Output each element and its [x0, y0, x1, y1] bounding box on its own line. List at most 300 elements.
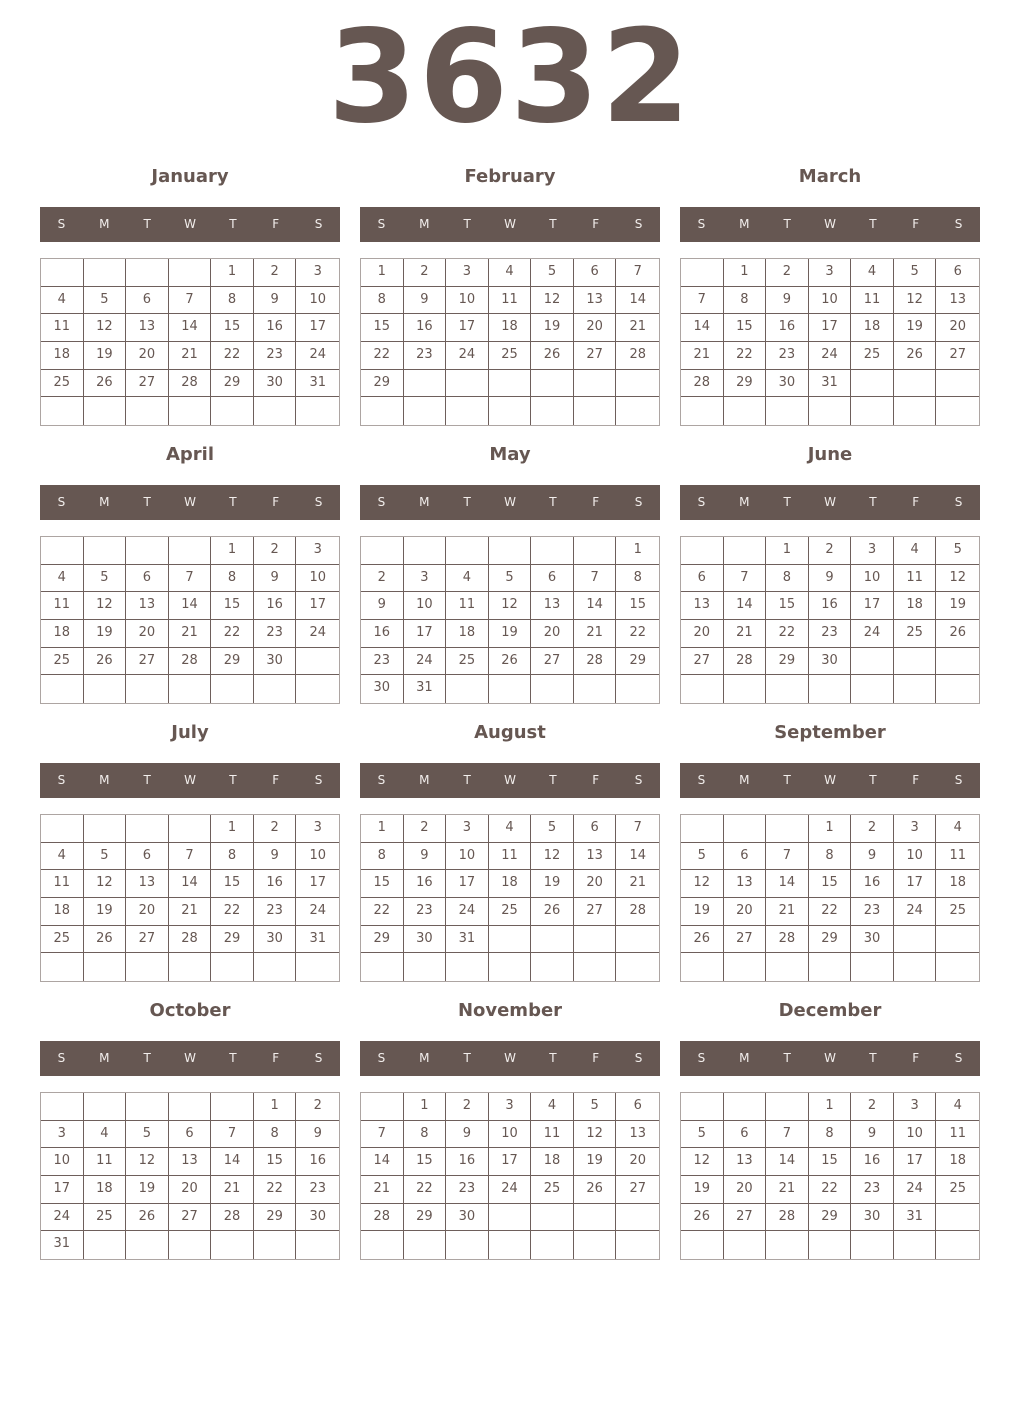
day-cell: 15 — [211, 870, 254, 898]
weekday-label: T — [549, 773, 557, 787]
month-title: October — [149, 1000, 231, 1021]
day-cell — [446, 1231, 489, 1259]
day-grid — [40, 814, 340, 982]
day-cell: 3 — [41, 1121, 84, 1149]
day-cell: 6 — [936, 259, 979, 287]
day-cell: 20 — [574, 870, 617, 898]
day-cell: 14 — [574, 592, 617, 620]
day-cell — [489, 953, 532, 981]
day-cell — [936, 953, 979, 981]
day-cell: 27 — [616, 1176, 659, 1204]
day-cell — [489, 1231, 532, 1259]
weekday-label: S — [57, 217, 66, 231]
day-cell — [894, 370, 937, 398]
weekday-label: M — [739, 1051, 750, 1065]
day-cell — [851, 953, 894, 981]
weekday-label: W — [824, 1051, 836, 1065]
day-cell — [681, 1093, 724, 1121]
weekday-label: F — [592, 773, 600, 787]
weekday-label: F — [592, 495, 600, 509]
day-cell: 17 — [851, 592, 894, 620]
day-cell: 19 — [531, 870, 574, 898]
day-cell: 1 — [254, 1093, 297, 1121]
month-title: February — [464, 166, 556, 187]
day-cell — [211, 953, 254, 981]
day-cell: 13 — [126, 592, 169, 620]
day-cell: 9 — [446, 1121, 489, 1149]
day-cell — [169, 1231, 212, 1259]
day-cell: 5 — [936, 537, 979, 565]
weekday-label: S — [697, 1051, 706, 1065]
day-cell — [766, 397, 809, 425]
weekday-header — [40, 763, 340, 798]
weekday-label: W — [184, 495, 196, 509]
weekday-header — [680, 207, 980, 242]
weekday-label: S — [314, 773, 323, 787]
day-cell — [254, 953, 297, 981]
day-grid — [360, 1092, 660, 1260]
day-cell: 25 — [531, 1176, 574, 1204]
weekday-label: S — [697, 773, 706, 787]
day-cell: 3 — [851, 537, 894, 565]
day-cell — [404, 537, 447, 565]
day-cell: 6 — [724, 1121, 767, 1149]
day-cell: 14 — [169, 592, 212, 620]
day-cell: 7 — [574, 565, 617, 593]
day-cell: 30 — [254, 370, 297, 398]
weekday-label: M — [99, 773, 110, 787]
day-cell: 4 — [41, 843, 84, 871]
day-cell — [169, 953, 212, 981]
day-cell: 1 — [361, 259, 404, 287]
day-cell: 5 — [126, 1121, 169, 1149]
weekday-label: T — [229, 495, 237, 509]
day-cell: 1 — [724, 259, 767, 287]
day-cell: 29 — [404, 1204, 447, 1232]
day-grid — [680, 536, 980, 704]
day-cell — [41, 537, 84, 565]
weekday-label: S — [954, 217, 963, 231]
day-cell: 5 — [681, 1121, 724, 1149]
day-cell: 18 — [936, 1148, 979, 1176]
weekday-header — [40, 1041, 340, 1076]
day-cell: 23 — [361, 648, 404, 676]
day-grid — [360, 536, 660, 704]
day-cell: 23 — [851, 898, 894, 926]
day-cell: 13 — [574, 843, 617, 871]
day-cell — [724, 397, 767, 425]
day-cell: 25 — [851, 342, 894, 370]
day-cell: 30 — [851, 926, 894, 954]
day-cell: 24 — [894, 898, 937, 926]
weekday-header — [680, 1041, 980, 1076]
day-cell: 2 — [404, 259, 447, 287]
weekday-label: T — [229, 1051, 237, 1065]
day-cell: 26 — [681, 1204, 724, 1232]
day-cell — [574, 953, 617, 981]
day-cell: 19 — [84, 342, 127, 370]
weekday-label: S — [954, 495, 963, 509]
day-cell: 4 — [894, 537, 937, 565]
day-cell: 22 — [254, 1176, 297, 1204]
weekday-label: M — [419, 1051, 430, 1065]
day-cell: 5 — [531, 815, 574, 843]
day-cell — [169, 675, 212, 703]
day-cell: 10 — [296, 843, 339, 871]
day-cell — [724, 1231, 767, 1259]
day-cell — [169, 259, 212, 287]
day-cell: 14 — [766, 870, 809, 898]
day-cell: 17 — [296, 870, 339, 898]
day-cell: 16 — [404, 314, 447, 342]
day-cell: 15 — [211, 314, 254, 342]
day-cell — [169, 537, 212, 565]
month-title: March — [798, 166, 862, 187]
day-cell — [41, 953, 84, 981]
weekday-label: S — [377, 773, 386, 787]
day-cell: 7 — [169, 843, 212, 871]
day-cell: 16 — [254, 870, 297, 898]
day-cell — [489, 1204, 532, 1232]
weekday-label: W — [504, 773, 516, 787]
weekday-label: M — [419, 495, 430, 509]
day-cell: 24 — [404, 648, 447, 676]
day-cell: 20 — [936, 314, 979, 342]
day-cell: 2 — [404, 815, 447, 843]
day-cell: 13 — [574, 287, 617, 315]
day-cell: 22 — [809, 1176, 852, 1204]
day-cell: 3 — [809, 259, 852, 287]
day-cell: 19 — [531, 314, 574, 342]
weekday-label: T — [143, 495, 151, 509]
month-title: December — [778, 1000, 882, 1021]
day-cell: 11 — [489, 843, 532, 871]
month-title: November — [457, 1000, 563, 1021]
day-cell: 4 — [489, 815, 532, 843]
day-cell: 7 — [361, 1121, 404, 1149]
day-cell: 26 — [489, 648, 532, 676]
day-cell: 22 — [211, 620, 254, 648]
day-cell — [574, 1231, 617, 1259]
day-cell — [574, 397, 617, 425]
day-cell: 5 — [489, 565, 532, 593]
day-cell: 20 — [126, 898, 169, 926]
day-cell: 24 — [296, 342, 339, 370]
day-cell — [169, 397, 212, 425]
day-cell — [404, 397, 447, 425]
weekday-label: F — [592, 217, 600, 231]
day-cell: 1 — [211, 259, 254, 287]
day-cell: 27 — [574, 898, 617, 926]
day-cell: 21 — [766, 898, 809, 926]
day-cell — [41, 675, 84, 703]
day-cell — [894, 953, 937, 981]
day-cell: 22 — [404, 1176, 447, 1204]
day-cell — [84, 397, 127, 425]
day-cell: 12 — [489, 592, 532, 620]
day-cell: 25 — [446, 648, 489, 676]
day-cell — [681, 537, 724, 565]
day-cell — [296, 648, 339, 676]
day-cell: 3 — [296, 537, 339, 565]
day-cell: 3 — [404, 565, 447, 593]
day-cell: 20 — [574, 314, 617, 342]
weekday-label: W — [824, 495, 836, 509]
day-cell: 11 — [446, 592, 489, 620]
day-cell — [126, 537, 169, 565]
day-cell: 12 — [84, 314, 127, 342]
day-cell — [361, 1231, 404, 1259]
day-cell: 21 — [169, 342, 212, 370]
weekday-label: T — [143, 773, 151, 787]
day-cell: 17 — [296, 314, 339, 342]
day-cell — [169, 815, 212, 843]
day-cell — [681, 675, 724, 703]
weekday-label: T — [229, 217, 237, 231]
day-cell — [894, 926, 937, 954]
day-cell: 20 — [724, 898, 767, 926]
day-cell — [616, 675, 659, 703]
weekday-header — [40, 485, 340, 520]
day-cell: 14 — [616, 287, 659, 315]
day-cell: 29 — [254, 1204, 297, 1232]
day-cell — [616, 926, 659, 954]
day-cell: 7 — [169, 565, 212, 593]
day-cell: 6 — [574, 259, 617, 287]
day-cell: 13 — [681, 592, 724, 620]
day-cell — [681, 953, 724, 981]
day-cell: 19 — [84, 898, 127, 926]
day-cell: 8 — [766, 565, 809, 593]
day-cell — [361, 537, 404, 565]
day-cell: 25 — [41, 926, 84, 954]
day-cell — [574, 1204, 617, 1232]
day-grid — [40, 536, 340, 704]
weekday-label: F — [272, 1051, 280, 1065]
day-cell: 21 — [361, 1176, 404, 1204]
day-cell: 3 — [296, 259, 339, 287]
day-cell: 1 — [809, 815, 852, 843]
day-cell — [489, 675, 532, 703]
day-cell: 4 — [936, 815, 979, 843]
weekday-label: S — [377, 1051, 386, 1065]
day-cell: 30 — [446, 1204, 489, 1232]
day-cell: 23 — [254, 342, 297, 370]
day-cell: 14 — [616, 843, 659, 871]
day-cell: 26 — [84, 370, 127, 398]
day-cell: 28 — [574, 648, 617, 676]
day-cell: 14 — [169, 870, 212, 898]
day-cell: 23 — [404, 898, 447, 926]
day-cell: 8 — [809, 1121, 852, 1149]
weekday-label: M — [419, 217, 430, 231]
day-cell — [126, 259, 169, 287]
day-cell: 24 — [41, 1204, 84, 1232]
weekday-label: F — [912, 773, 920, 787]
day-cell — [211, 1093, 254, 1121]
weekday-label: W — [504, 217, 516, 231]
day-cell: 17 — [296, 592, 339, 620]
day-cell — [616, 370, 659, 398]
day-cell: 11 — [851, 287, 894, 315]
day-cell: 15 — [361, 314, 404, 342]
day-cell: 29 — [766, 648, 809, 676]
day-cell: 3 — [446, 815, 489, 843]
day-cell: 29 — [211, 648, 254, 676]
weekday-label: T — [463, 495, 471, 509]
day-cell: 8 — [724, 287, 767, 315]
day-cell — [41, 259, 84, 287]
day-cell: 28 — [766, 926, 809, 954]
day-cell: 26 — [894, 342, 937, 370]
day-cell: 9 — [766, 287, 809, 315]
day-cell — [489, 537, 532, 565]
weekday-label: W — [184, 773, 196, 787]
day-cell — [681, 1231, 724, 1259]
day-cell: 26 — [84, 648, 127, 676]
day-cell: 14 — [211, 1148, 254, 1176]
day-cell — [531, 953, 574, 981]
day-cell: 6 — [574, 815, 617, 843]
day-cell — [766, 675, 809, 703]
weekday-label: S — [57, 773, 66, 787]
day-cell — [446, 953, 489, 981]
day-cell: 2 — [851, 1093, 894, 1121]
day-cell: 10 — [489, 1121, 532, 1149]
weekday-header — [360, 1041, 660, 1076]
day-cell: 13 — [616, 1121, 659, 1149]
day-cell: 7 — [211, 1121, 254, 1149]
day-cell: 19 — [681, 898, 724, 926]
day-cell: 21 — [616, 314, 659, 342]
day-cell — [41, 1093, 84, 1121]
day-cell — [936, 926, 979, 954]
day-cell: 2 — [766, 259, 809, 287]
day-cell — [851, 675, 894, 703]
day-cell: 13 — [724, 1148, 767, 1176]
weekday-label: F — [912, 217, 920, 231]
day-cell — [126, 1231, 169, 1259]
day-cell: 29 — [809, 926, 852, 954]
weekday-label: M — [739, 773, 750, 787]
day-cell: 2 — [254, 537, 297, 565]
day-cell: 15 — [724, 314, 767, 342]
day-cell: 21 — [574, 620, 617, 648]
day-cell: 11 — [489, 287, 532, 315]
day-cell — [361, 953, 404, 981]
weekday-label: M — [419, 773, 430, 787]
day-cell: 12 — [126, 1148, 169, 1176]
day-cell — [809, 675, 852, 703]
day-cell: 17 — [446, 870, 489, 898]
day-cell — [574, 675, 617, 703]
day-cell: 10 — [851, 565, 894, 593]
month-title: August — [474, 722, 546, 743]
day-cell — [254, 397, 297, 425]
day-cell: 3 — [446, 259, 489, 287]
year-title: 3632 — [327, 3, 693, 152]
day-cell: 10 — [296, 565, 339, 593]
day-cell: 29 — [211, 370, 254, 398]
weekday-label: S — [634, 1051, 643, 1065]
weekday-label: W — [824, 217, 836, 231]
day-cell: 26 — [681, 926, 724, 954]
day-cell — [724, 675, 767, 703]
day-cell — [809, 953, 852, 981]
day-cell: 29 — [361, 370, 404, 398]
day-cell: 18 — [41, 620, 84, 648]
day-cell: 10 — [296, 287, 339, 315]
day-cell — [936, 1231, 979, 1259]
day-cell: 18 — [531, 1148, 574, 1176]
day-cell: 10 — [404, 592, 447, 620]
weekday-label: M — [739, 495, 750, 509]
day-cell: 17 — [446, 314, 489, 342]
month-title: June — [807, 444, 853, 465]
day-cell: 7 — [766, 1121, 809, 1149]
day-cell — [84, 675, 127, 703]
day-cell: 18 — [489, 314, 532, 342]
day-cell: 4 — [531, 1093, 574, 1121]
day-cell: 13 — [531, 592, 574, 620]
day-cell: 27 — [126, 370, 169, 398]
day-cell: 19 — [84, 620, 127, 648]
weekday-label: S — [954, 773, 963, 787]
day-cell: 9 — [404, 287, 447, 315]
day-cell: 19 — [126, 1176, 169, 1204]
day-cell: 15 — [809, 1148, 852, 1176]
day-cell: 26 — [936, 620, 979, 648]
day-cell: 4 — [851, 259, 894, 287]
day-cell: 10 — [894, 843, 937, 871]
day-cell: 1 — [211, 815, 254, 843]
day-cell: 2 — [851, 815, 894, 843]
day-cell: 31 — [296, 370, 339, 398]
day-cell — [851, 397, 894, 425]
day-cell — [126, 815, 169, 843]
day-cell: 3 — [489, 1093, 532, 1121]
day-cell: 2 — [361, 565, 404, 593]
day-cell — [41, 815, 84, 843]
day-cell — [296, 675, 339, 703]
day-cell: 8 — [211, 287, 254, 315]
day-cell — [531, 397, 574, 425]
day-cell: 11 — [936, 843, 979, 871]
day-cell: 22 — [361, 342, 404, 370]
day-cell — [531, 1231, 574, 1259]
day-cell — [681, 397, 724, 425]
weekday-header — [680, 485, 980, 520]
weekday-label: T — [869, 773, 877, 787]
weekday-header — [360, 763, 660, 798]
day-cell: 17 — [489, 1148, 532, 1176]
weekday-label: T — [869, 1051, 877, 1065]
day-cell: 6 — [126, 287, 169, 315]
weekday-label: S — [697, 217, 706, 231]
day-cell: 4 — [41, 565, 84, 593]
day-cell: 27 — [681, 648, 724, 676]
day-cell: 26 — [126, 1204, 169, 1232]
day-cell: 27 — [169, 1204, 212, 1232]
day-cell: 16 — [809, 592, 852, 620]
day-cell: 16 — [446, 1148, 489, 1176]
weekday-label: T — [783, 773, 791, 787]
day-cell: 31 — [296, 926, 339, 954]
day-cell: 7 — [616, 259, 659, 287]
weekday-label: S — [314, 1051, 323, 1065]
day-cell — [616, 1231, 659, 1259]
day-cell: 16 — [254, 314, 297, 342]
